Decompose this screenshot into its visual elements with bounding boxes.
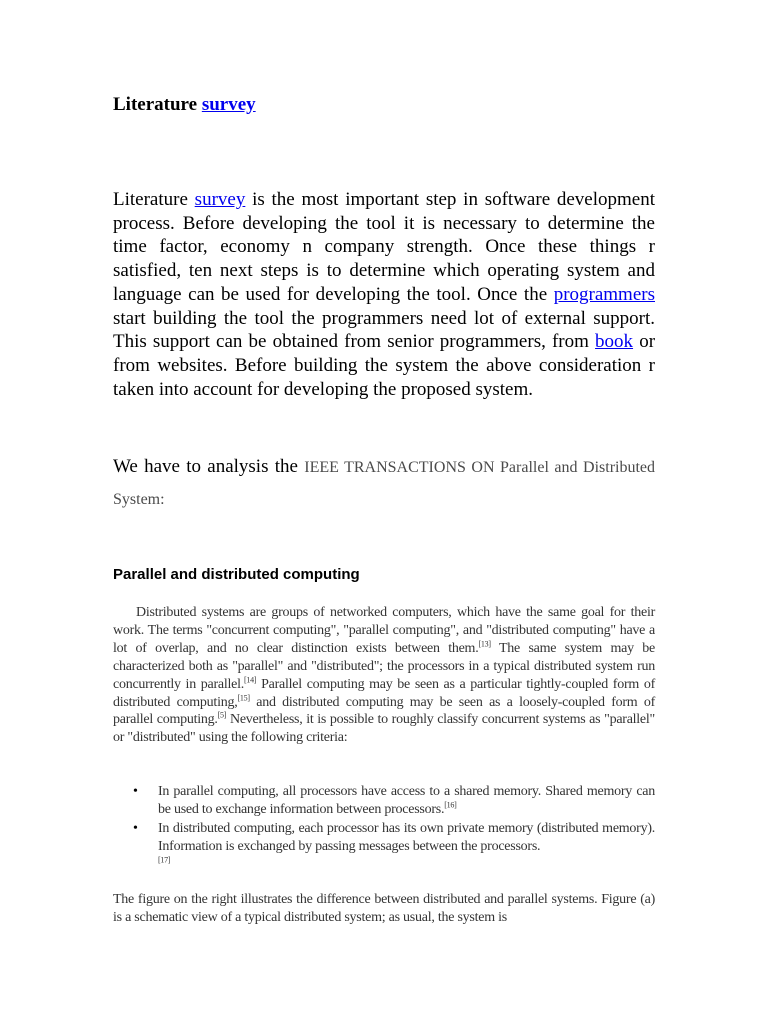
analysis-paragraph	[113, 451, 655, 515]
citation-16[interactable]: [16]	[444, 800, 457, 810]
criteria-list	[113, 783, 655, 875]
intro-lead: Literature	[113, 189, 188, 210]
citation-15[interactable]: [15]	[237, 692, 250, 702]
para-text-2: The same system may be characterized both as "parallel" and "distributed"; the processors in a typical distributed system run concurrently in parallel.	[113, 640, 655, 692]
title-text: Literature	[113, 94, 198, 115]
analysis-lead: We have to analysis the	[113, 456, 298, 477]
list-item	[113, 783, 655, 819]
intro-text-1: is the most important step in software development process. Before developing the tool it is necessary to determine the time factor, economy n company strength. Once these things r satisfied, ten next steps is to determine which operating system and language can be used for developing the tool. Once the	[113, 189, 656, 305]
analysis-source: IEEE TRANSACTIONS ON Parallel and Distributed System:	[113, 459, 656, 508]
list-item-text: In distributed computing, each processor has its own private memory (distributed memory). Information is exchanged by passing messages between the processors.	[158, 820, 655, 854]
intro-text-3: or from websites. Before building the system the above consideration r taken into account for developing the proposed system.	[113, 331, 656, 400]
citation-14[interactable]: [14]	[243, 674, 257, 684]
programmers-link[interactable]: programmers	[553, 283, 655, 305]
para-text-4: and distributed computing may be seen as a loosely-coupled form of parallel computing.	[113, 694, 656, 728]
survey-title-link[interactable]: survey	[201, 94, 256, 115]
section-heading: Parallel and distributed computing	[113, 566, 360, 583]
intro-text-2: start building the tool the programmers need lot of external support. This support can be obtained from senior programmers, from	[113, 307, 655, 353]
bullet-icon: •	[133, 784, 138, 799]
distributed-systems-paragraph	[113, 604, 655, 747]
bullet-icon: •	[133, 820, 138, 836]
figure-description-paragraph: The figure on the right illustrates the difference between distributed and parallel systems. Figure (a) is a schematic view of a typical distributed system; as usual, the system is	[113, 892, 655, 925]
citation-5[interactable]: [5]	[217, 710, 227, 720]
para-text-5: Nevertheless, it is possible to roughly classify concurrent systems as "parallel" or "distributed" using the following criteria:	[113, 712, 656, 746]
para-text-1: Distributed systems are groups of networked computers, which have the same goal for their work. The terms "concurrent computing", "parallel computing", and "distributed computing" have a lot of overlap, and no clear distinction exists between them.	[113, 605, 655, 656]
page-title	[113, 94, 256, 116]
para-text-3: Parallel computing may be seen as a particular tightly-coupled form of distributed computing,	[113, 676, 655, 710]
book-link[interactable]: book	[595, 331, 634, 353]
intro-paragraph	[113, 188, 655, 401]
citation-17[interactable]: [17]	[158, 854, 171, 864]
citation-13[interactable]: [13]	[478, 639, 491, 649]
list-item-text: In parallel computing, all processors have access to a shared memory. Shared memory can be used to exchange information between processors.	[158, 784, 655, 817]
survey-link[interactable]: survey	[194, 189, 246, 210]
list-item	[113, 820, 655, 874]
